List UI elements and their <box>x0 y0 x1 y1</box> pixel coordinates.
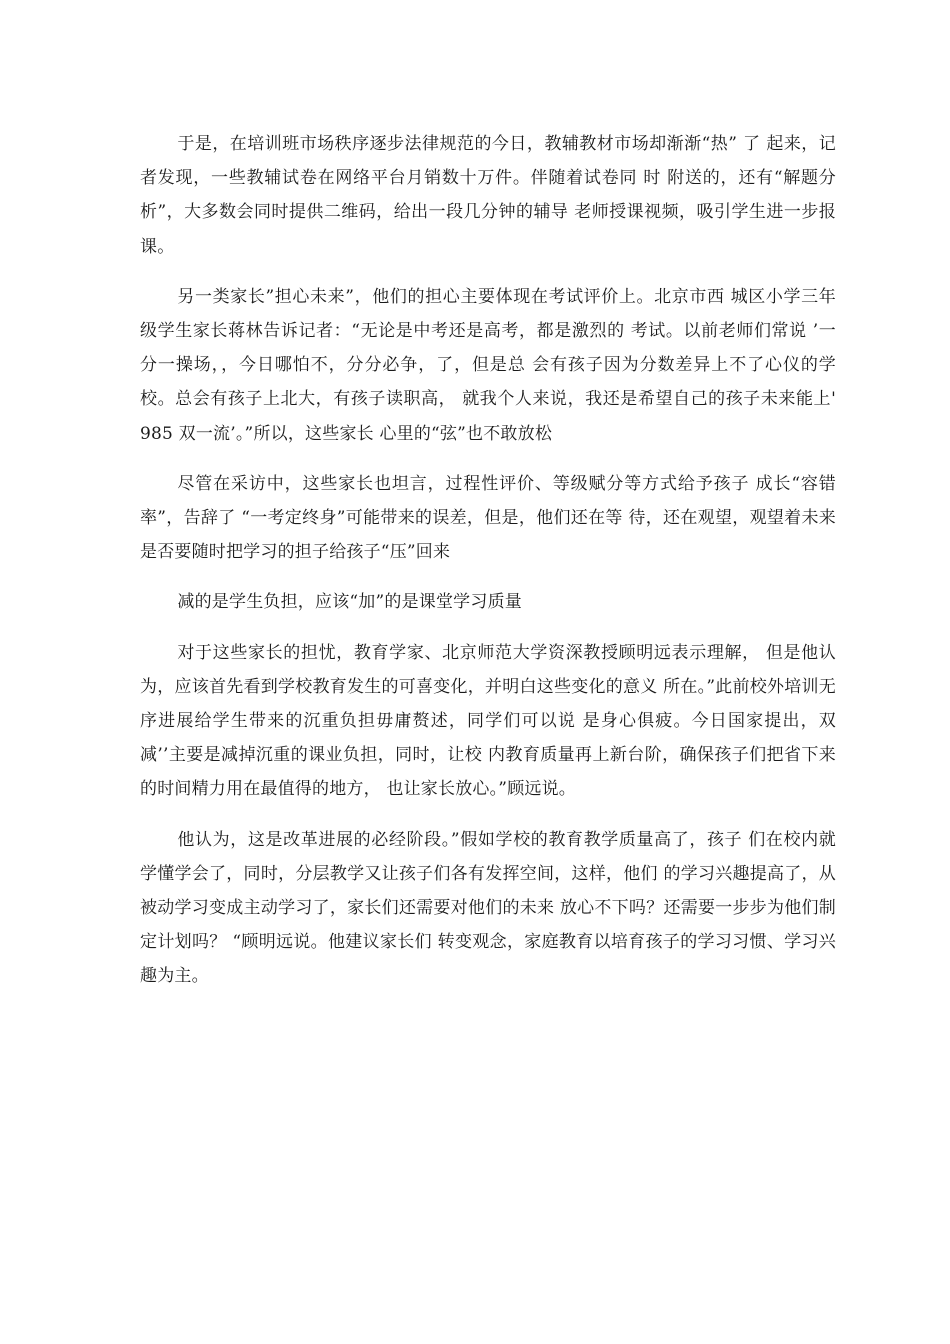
paragraph-3: 尽管在采访中，这些家长也坦言，过程性评价、等级赋分等方式给予孩子 成长“容错率”，告辞了 “一考定终身”可能带来的误差，但是，他们还在等 待，还在观望，观望着未来是否要随时把学习的担子给孩子“压”回来 <box>140 473 836 563</box>
paragraph-2: 另一类家长”担心未来”，他们的担心主要体现在考试评价上。北京市西 城区小学三年级学生家长蒋林告诉记者：“无论是中考还是高考，都是激烈的 考试。以前老师们常说 ’一分一操场，，今日哪怕不，分分必争，了，但是总 会有孩子因为分数差异上不了心仪的学校。总会有孩子上北大，有孩子读职高， 就我个人来说，我还是希望自己的孩子未来能上' 985 双一流’。”所以，这些家长 心里的“弦”也不敢放松 <box>140 286 836 444</box>
section-heading: 减的是学生负担，应该“加”的是课堂学习质量 <box>177 592 522 613</box>
paragraph-1: 于是，在培训班市场秩序逐步法律规范的今日，教辅教材市场却渐渐“热” 了 起来，记者发现，一些教辅试卷在网络平台月销数十万件。伴随着试卷同 时 附送的，还有“解题分析”，大多数会同时提供二维码，给出一段几分钟的辅导 老师授课视频，吸引学生进一步报课。 <box>140 134 836 257</box>
paragraph-4: 对于这些家长的担忧，教育学家、北京师范大学资深教授顾明远表示理解， 但是他认为，应该首先看到学校教育发生的可喜变化，并明白这些变化的意义 所在。”此前校外培训无序进展给学生带来的沉重负担毋庸赘述，同学们可以说 是身心俱疲。今日国家提出，双减’’主要是减掉沉重的课业负担，同时，让校 内教育质量再上新台阶，确保孩子们把省下来的时间精力用在最值得的地方， 也让家长放心。”顾远说。 <box>140 642 836 800</box>
document-body <box>140 127 836 1010</box>
paragraph-5: 他认为，这是改革进展的必经阶段。”假如学校的教育教学质量高了，孩子 们在校内就学懂学会了，同时，分层教学又让孩子们各有发挥空间，这样，他们 的学习兴趣提高了，从被动学习变成主动学习了，家长们还需要对他们的未来 放心不下吗？还需要一步步为他们制定计划吗？ “顾明远说。他建议家长们 转变观念，家庭教育以培育孩子的学习习惯、学习兴趣为主。 <box>140 829 836 987</box>
